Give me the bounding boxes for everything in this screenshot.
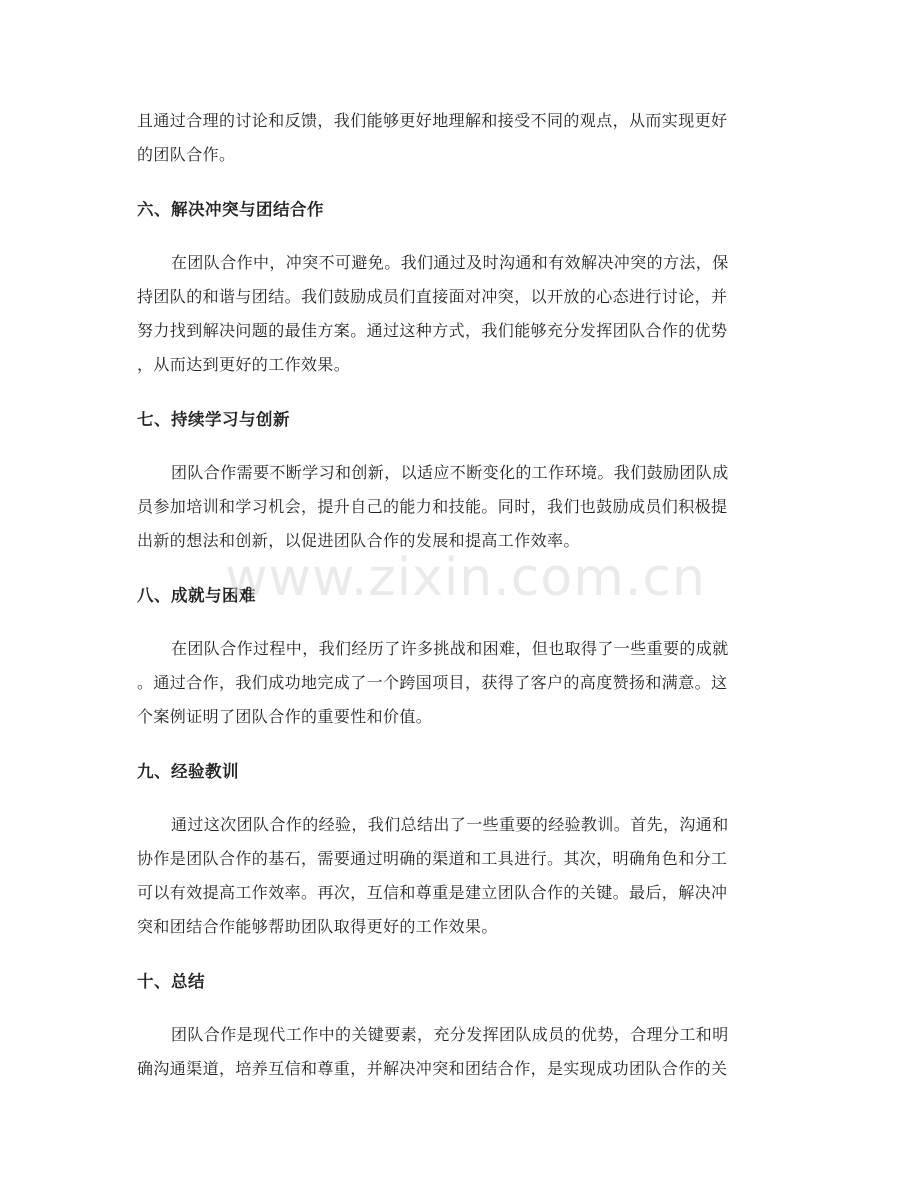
paragraph-line: 员参加培训和学习机会，提升自己的能力和技能。同时，我们也鼓励成员们积极提 bbox=[137, 497, 728, 516]
paragraph-line: 团队合作需要不断学习和创新，以适应不断变化的工作环境。我们鼓励团队成 bbox=[171, 463, 729, 482]
section-paragraph bbox=[137, 456, 787, 558]
section-heading: 八、成就与困难 bbox=[137, 586, 256, 605]
paragraph-line: 确沟通渠道，培养互信和尊重，并解决冲突和团结合作，是实现成功团队合作的关 bbox=[137, 1059, 728, 1078]
section-heading: 十、总结 bbox=[137, 972, 205, 991]
paragraph-line: 可以有效提高工作效率。再次，互信和尊重是建立团队合作的关键。最后，解决冲 bbox=[137, 883, 728, 902]
section-paragraph bbox=[137, 1018, 787, 1086]
section-paragraph bbox=[137, 808, 787, 944]
paragraph-line: 的团队合作。 bbox=[137, 145, 236, 164]
section-heading: 九、经验教训 bbox=[137, 762, 239, 781]
paragraph-line: 通过这次团队合作的经验，我们总结出了一些重要的经验教训。首先，沟通和 bbox=[171, 815, 729, 834]
paragraph-line: 且通过合理的讨论和反馈，我们能够更好地理解和接受不同的观点，从而实现更好 bbox=[137, 111, 728, 130]
section-paragraph bbox=[137, 632, 787, 734]
paragraph-line: 出新的想法和创新，以促进团队合作的发展和提高工作效率。 bbox=[137, 531, 580, 550]
paragraph-line: 努力找到解决问题的最佳方案。通过这种方式，我们能够充分发挥团队合作的优势 bbox=[137, 321, 728, 340]
paragraph-line: 持团队的和谐与团结。我们鼓励成员们直接面对冲突，以开放的心态进行讨论，并 bbox=[137, 287, 728, 306]
paragraph-line: 在团队合作过程中，我们经历了许多挑战和困难，但也取得了一些重要的成就 bbox=[171, 639, 729, 658]
section-heading: 七、持续学习与创新 bbox=[137, 410, 290, 429]
section-paragraph bbox=[137, 246, 787, 382]
paragraph-line: 团队合作是现代工作中的关键要素，充分发挥团队成员的优势，合理分工和明 bbox=[171, 1025, 729, 1044]
paragraph-line: ，从而达到更好的工作效果。 bbox=[137, 355, 351, 374]
watermark: www.zixin.com.cn bbox=[225, 548, 706, 608]
paragraph-line: 协作是团队合作的基石，需要通过明确的渠道和工具进行。其次，明确角色和分工 bbox=[137, 849, 728, 868]
document-content bbox=[137, 104, 787, 1086]
intro-paragraph bbox=[137, 104, 787, 172]
paragraph-line: 在团队合作中，冲突不可避免。我们通过及时沟通和有效解决冲突的方法，保 bbox=[171, 253, 729, 272]
paragraph-line: 个案例证明了团队合作的重要性和价值。 bbox=[137, 707, 433, 726]
paragraph-line: 。通过合作，我们成功地完成了一个跨国项目，获得了客户的高度赞扬和满意。这 bbox=[137, 673, 728, 692]
paragraph-line: 突和团结合作能够帮助团队取得更好的工作效果。 bbox=[137, 917, 498, 936]
section-heading: 六、解决冲突与团结合作 bbox=[137, 200, 324, 219]
